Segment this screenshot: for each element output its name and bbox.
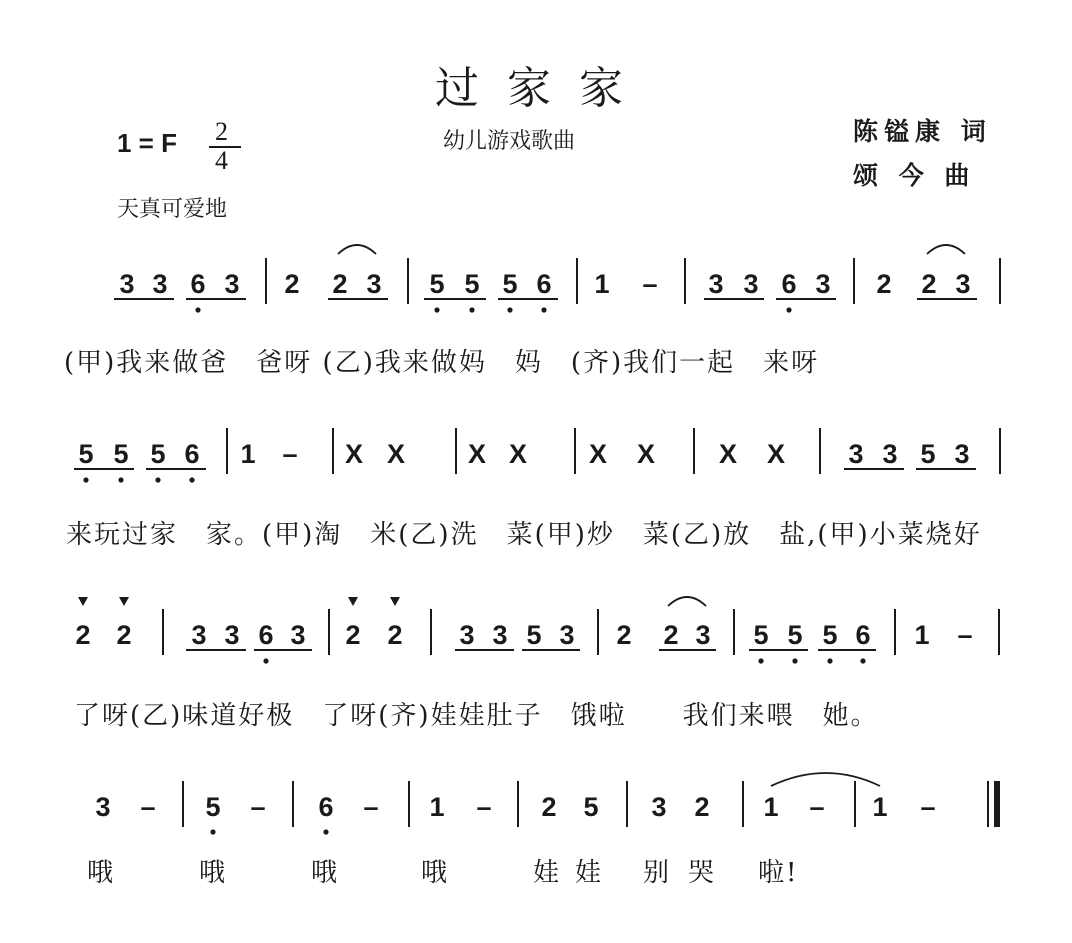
note: 5 [113,439,129,469]
note: 3 [224,269,240,299]
note: 3 [815,269,831,299]
note: 5 [205,792,221,822]
note: 3 [559,620,575,650]
note: 6 [536,269,552,299]
note: 3 [955,269,971,299]
time-signature-numerator: 2 [215,117,228,146]
low-octave-dot [469,307,474,312]
rhythm-x: X [344,439,364,469]
note: 2 [876,269,892,299]
low-octave-dot [786,307,791,312]
dash: – [140,792,156,822]
song-subtitle: 幼儿游戏歌曲 [443,129,576,154]
note: 1 [914,620,930,650]
note: 3 [492,620,508,650]
slur [338,245,376,254]
note: 6 [318,792,334,822]
note: 6 [855,620,871,650]
lyricist-credit: 陈镒康 词 [853,117,992,146]
note: 1 [240,439,256,469]
note: 5 [753,620,769,650]
song-title: 过家家 [435,63,651,114]
note: 3 [459,620,475,650]
score-line-4 [95,773,1000,835]
note: 3 [191,620,207,650]
staccato-mark [78,597,88,606]
note: 5 [920,439,936,469]
dash: – [957,620,973,650]
note: 1 [872,792,888,822]
note: 5 [822,620,838,650]
lyrics-line-4-word: 哦 [199,858,228,888]
note: 3 [119,269,135,299]
lyrics-line-4-word: 啦! [758,858,799,888]
low-octave-dot [210,829,215,834]
lyrics-line-4-word: 哦 [87,858,116,888]
staccato-mark [119,597,129,606]
low-octave-dot [195,307,200,312]
low-octave-dot [860,658,865,663]
rhythm-x: X [467,439,487,469]
final-barline-thick [994,781,1000,827]
rhythm-x: X [636,439,656,469]
note: 5 [78,439,94,469]
low-octave-dot [758,658,763,663]
note: 2 [116,620,132,650]
note: 2 [387,620,403,650]
note: 6 [184,439,200,469]
rhythm-x: X [508,439,528,469]
slur [927,245,965,254]
dash: – [476,792,492,822]
note: 5 [502,269,518,299]
note: 5 [464,269,480,299]
rhythm-x: X [718,439,738,469]
dash: – [250,792,266,822]
note: 3 [152,269,168,299]
lyrics-line-4-word: 哦 [311,858,340,888]
time-signature-denominator: 4 [215,146,228,175]
note: 6 [190,269,206,299]
low-octave-dot [189,477,194,482]
low-octave-dot [541,307,546,312]
dash: – [809,792,825,822]
low-octave-dot [263,658,268,663]
tempo-marking: 天真可爱地 [117,197,228,222]
note: 3 [848,439,864,469]
low-octave-dot [507,307,512,312]
score-line-2 [74,428,1000,483]
rhythm-x: X [588,439,608,469]
note: 2 [616,620,632,650]
staccato-mark [348,597,358,606]
low-octave-dot [323,829,328,834]
lyrics-line-1: (甲)我来做爸 爸呀 (乙)我来做妈 妈 (齐)我们一起 来呀 [64,348,820,378]
note: 6 [258,620,274,650]
lyrics-line-4-word: 娃 [575,858,604,888]
note: 5 [526,620,542,650]
note: 1 [429,792,445,822]
low-octave-dot [83,477,88,482]
rhythm-x: X [766,439,786,469]
note: 3 [708,269,724,299]
note: 2 [921,269,937,299]
lyrics-line-2: 来玩过家 家。(甲)淘 米(乙)洗 菜(甲)炒 菜(乙)放 盐,(甲)小菜烧好 [66,520,982,550]
lyrics-line-3: 了呀(乙)味道好极 了呀(齐)娃娃肚子 饿啦 我们来喂 她。 [74,701,879,731]
note: 2 [694,792,710,822]
note: 2 [75,620,91,650]
lyrics-line-4-word: 哭 [688,858,717,888]
note: 5 [583,792,599,822]
note: 3 [95,792,111,822]
dash: – [920,792,936,822]
note: 3 [882,439,898,469]
note: 1 [763,792,779,822]
note: 2 [541,792,557,822]
note: 2 [284,269,300,299]
dash: – [363,792,379,822]
note: 3 [224,620,240,650]
note: 3 [366,269,382,299]
note: 5 [429,269,445,299]
score-line-1 [114,245,1000,313]
rhythm-x: X [386,439,406,469]
lyrics-line-4-word: 别 [643,858,672,888]
note: 5 [787,620,803,650]
note: 3 [695,620,711,650]
low-octave-dot [155,477,160,482]
note: 2 [663,620,679,650]
note: 6 [781,269,797,299]
note: 1 [594,269,610,299]
note: 3 [290,620,306,650]
low-octave-dot [792,658,797,663]
staccato-mark [390,597,400,606]
key-signature: 1 = F [117,128,177,158]
note: 3 [954,439,970,469]
note: 2 [345,620,361,650]
low-octave-dot [827,658,832,663]
score-line-3 [75,597,999,664]
note: 3 [743,269,759,299]
low-octave-dot [118,477,123,482]
dash: – [282,439,298,469]
low-octave-dot [434,307,439,312]
composer-credit: 颂 今 曲 [853,161,976,190]
tie [771,773,880,786]
lyrics-line-4-word: 娃 [533,858,562,888]
dash: – [642,269,658,299]
lyrics-line-4-word: 哦 [421,858,450,888]
note: 3 [651,792,667,822]
slur [668,597,706,606]
note: 5 [150,439,166,469]
note: 2 [332,269,348,299]
